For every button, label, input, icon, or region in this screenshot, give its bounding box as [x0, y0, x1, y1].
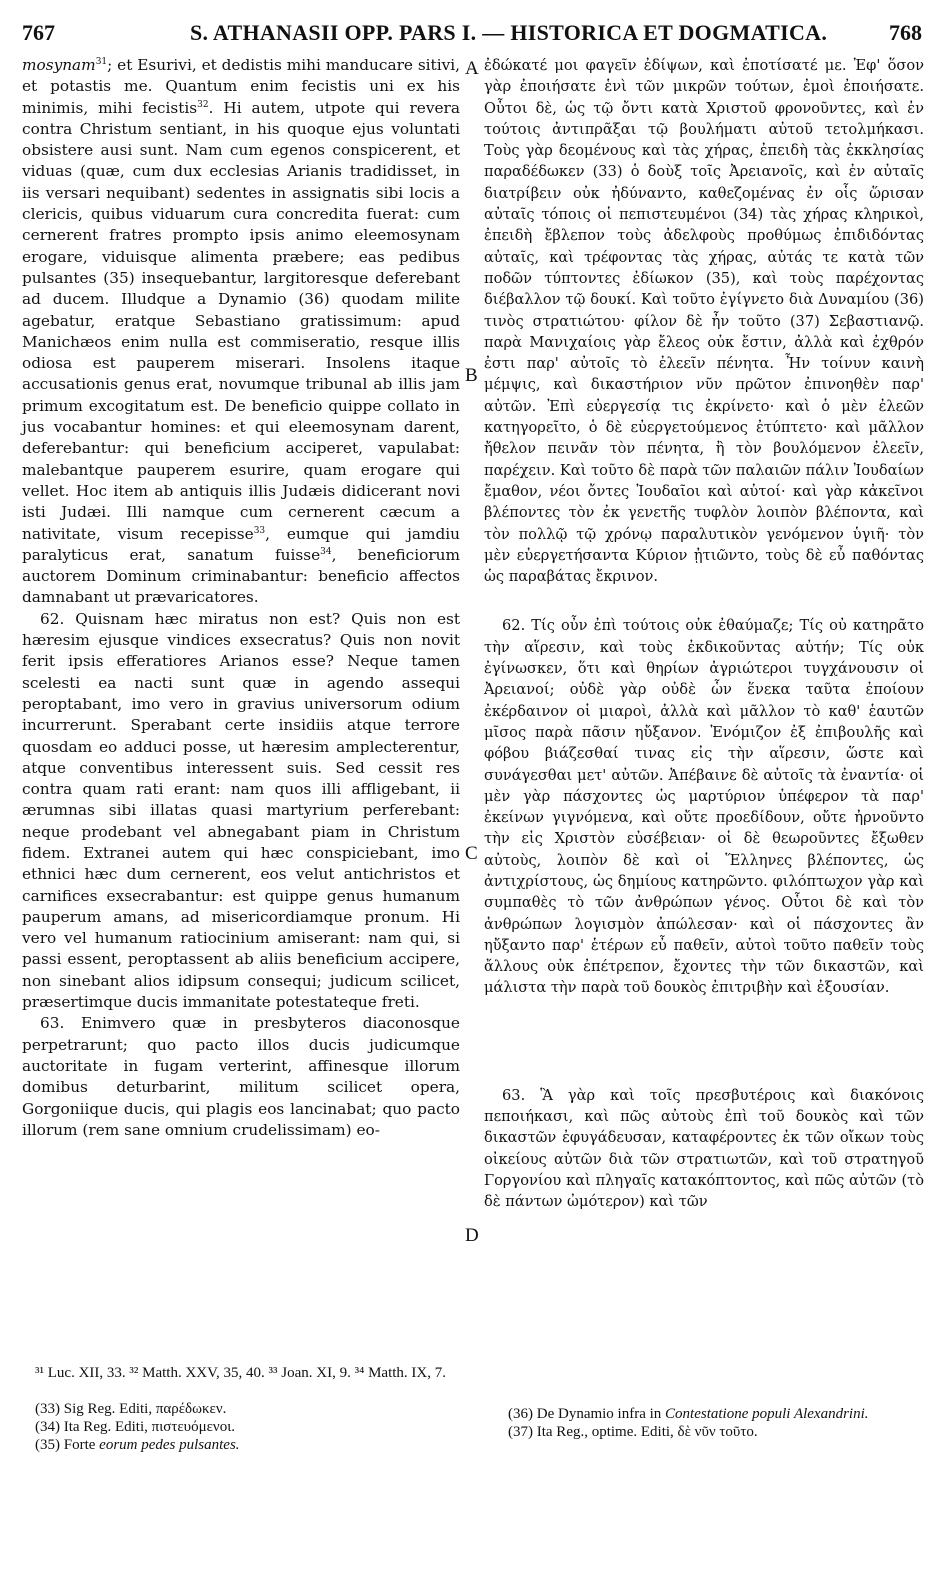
greek-column	[484, 55, 924, 1213]
footnotes-right	[508, 1405, 928, 1441]
latin-paragraph-63: 63. Enimvero quæ in presbyteros diaconosque perpetrarunt; quo pacto illos ducis judicumque auctoritate in fugam verterint, affinesque illorum domibus deturbarint, militum scilicet opera, Gorgoniique ducis, qui plagis eos lancinabat; quo pacto illorum (rem sane omnium crudelissimam) eo-	[22, 1014, 460, 1139]
footnote-36	[508, 1405, 928, 1423]
margin-letter-d: D	[465, 1225, 479, 1246]
greek-paragraph-61: ἐδώκατέ μοι φαγεῖν ἐδίψων, καὶ ἐποτίσατέ με. Ἐφ' ὅσον γὰρ ἐποιήσατε ἑνὶ τῶν μικρῶν τούτων, ἐμοὶ ἐποιήσατε. Οὗτοι δὲ, ὡς τῷ ὄντι κατὰ Χριστοῦ φρονοῦντες, καὶ ἐν τούτοις ἀντιπρᾶξαι τῷ βουλήματι αὐτοῦ τετολμήκασι. Τοὺς γὰρ δεομένους καὶ τὰς χήρας, ἐπειδὴ τὰς ἐκκλησίας παραδέδωκεν (33) ὁ δοὺξ τοῖς Ἀρειανοῖς, καὶ ἐν αὐταῖς διατρίβειν οὐκ ἠδύναντο, καθεζομένας ἐν οἷς ὥρισαν αὐταῖς τόποις οἱ πεπιστευμένοι (34) τὰς χήρας κληρικοὶ, ἐπειδὴ ἔβλεπον τοὺς ἀδελφοὺς προθύμως ἐπιδιδόντας αὐταῖς, καὶ τρέφοντας τὰς χήρας, αὐτάς τε κατὰ τῶν ποδῶν τύπτοντες ἐδίωκον (35), καὶ τοὺς παρέχοντας διέβαλλον τῷ δουκί. Καὶ τοῦτο ἐγίγνετο διὰ Δυναμίου (36) τινὸς στρατιώτου· φίλον δὲ ἦν τοῦτο (37) Σεβαστιανῷ. παρὰ Μανιχαίοις γὰρ ἔλεος οὐκ ἔστιν, ἀλλὰ καὶ ἐχθρόν ἐστι παρ' αὐτοῖς τὸ ἐλεεῖν πένητα. Ἦν τοίνυν καινὴ μέμψις, καὶ δικαστήριον νῦν πρῶτον ἐπινοηθὲν παρ' αὐτῶν. Ἐπὶ εὐεργεσίᾳ τις ἐκρίνετο· καὶ ὁ μὲν ἐλεῶν κατηγορεῖτο, ὁ δὲ εὐεργετούμενος ἐτύπτετο· καὶ μᾶλλον ἤθελον πεινᾶν τὸν πένητα, ἢ τὸν βουλόμενον ἐλεεῖν, παρέχειν. Καὶ τοῦτο δὲ παρὰ τῶν παλαιῶν πάλιν Ἰουδαίων ἔμαθον, νέοι ὄντες Ἰουδαῖοι καὶ αὐτοί· καὶ γὰρ κἀκεῖνοι βλέποντες τὸν ἐκ γενετῆς τυφλὸν λοιπὸν βλέποντα, καὶ τὸν πολλῷ τῷ χρόνῳ παραλυτικὸν γενόμενον ὑγιῆ· τὸν μὲν εὐεργετήσαντα Κύριον ᾐτιῶντο, τοὺς δὲ εὖ παθόντας ὡς παραβάτας ἔκρινον.	[484, 57, 924, 586]
footnote-37: (37) Ita Reg., optime. Editi, δὲ νῦν τοῦτο.	[508, 1424, 758, 1440]
footnote-34: (34) Ita Reg. Editi, πιστευόμενοι.	[35, 1419, 235, 1435]
latin-column	[22, 55, 460, 1141]
scripture-footnotes: ³¹ Luc. XII, 33. ³² Matth. XXV, 35, 40. ³³ Joan. XI, 9. ³⁴ Matth. IX, 7.	[35, 1365, 446, 1381]
page-number-left: 767	[22, 20, 55, 45]
latin-text: mosynam	[22, 56, 96, 74]
latin-text: . Hi autem, utpote qui revera contra Christum sentiant, in his quoque ejus voluntati obsistere ausi sunt. Nam cum egenos conspicerent, et viduas (quæ, cum dux ecclesias Arianis tradidisset, in iis versari nequibant) sedentes in assignatis sibi locis a clericis, quibus viduarum cura concredita fuerat: cum cernerent fratres prompto ipsis animo eleemosynam erogare, viduisque alimenta præbere; eas pedibus pulsantes (35) insequebantur, largitoresque deferebant ad ducem. Illudque a Dynamio (36) quodam milite agebatur, eratque Sebastiano gratissimum: apud Manichæos enim nulla est commiseratio, resque illis odiosa est pauperem miserari. Insolens itaque accusationis genus erat, novumque tribunal ab illis jam primum excogitatum est. De beneficio quippe collato in jus vocabantur homines: et qui eleemosynam darent, deferebantur: qui beneficium acciperet, vapulabat: malebantque pauperem esurire, quam erogare qui vellet. Hoc item ab antiquis illis Judæis didicerant novi isti Judæi. Illi namque cum cernerent cæcum a nativitate, visum recepisse	[22, 98, 460, 543]
margin-letter-a: A	[465, 58, 479, 79]
footnote-ref: 32	[197, 99, 209, 110]
greek-paragraph-63: 63. Ἃ γὰρ καὶ τοῖς πρεσβυτέροις καὶ διακόνοις πεποιήκασι, καὶ πῶς αὐτοὺς ἐπὶ τοῦ δουκὸς καὶ τῶν δικαστῶν ἐφυγάδευσαν, καταφέροντες ἐκ τῶν οἴκων τοὺς οἰκείους αὐτῶν διὰ τῶν στρατιωτῶν, καὶ τοῦ στρατηγοῦ Γοργονίου καὶ πληγαῖς κατακόπτοντος, καὶ πῶς αὐτῶν (τὸ δὲ πάντων ὠμότερον) καὶ τῶν	[484, 1086, 924, 1211]
running-title: S. ATHANASII OPP. PARS I. — HISTORICA ET DOGMATICA.	[190, 20, 828, 45]
latin-text: ; et Esurivi, et dedistis mihi manducare sitivi, et potastis me. Quantum enim fecistis uni ex his minimis, mihi fecistis	[22, 56, 460, 117]
footnote-35	[35, 1436, 455, 1454]
margin-letter-c: C	[465, 843, 478, 864]
footnote-ref: 33	[253, 525, 266, 536]
footnote-33: (33) Sig Reg. Editi, παρέδωκεν.	[35, 1401, 227, 1417]
footnote-text: (36) De Dynamio infra in	[508, 1406, 666, 1422]
greek-paragraph-62: 62. Τίς οὖν ἐπὶ τούτοις οὐκ ἐθαύμαζε; Τίς οὐ κατηρᾶτο τὴν αἵρεσιν, καὶ τοὺς ἐκδικοῦντας αὐτήν; Τίς οὐκ ἐγίνωσκεν, ὅτι καὶ θηρίων ἀγριώτεροι τυγχάνουσιν οἱ Ἀρειανοί; οὐδὲ γὰρ οὐδὲ ὧν ἕνεκα ταῦτα ἐποίουν ἐκέρδαινον οἱ μιαροὶ, ἀλλὰ καὶ μᾶλλον τὸ καθ' ἑαυτῶν μῖσος παρὰ πᾶσιν ηὔξανον. Ἐνόμιζον ἐξ ἐπιβουλῆς καὶ φόβου βιάζεσθαί τινας εἰς τὴν αἵρεσιν, ὥστε καὶ συνάγεσθαι μετ' αὐτῶν. Ἀπέβαινε δὲ αὐτοῖς τὰ ἐναντία· οἱ μὲν γὰρ πάσχοντες ὡς μαρτύριον ὑπέφερον τὰ παρ' ἐκείνων γιγνόμενα, καὶ οὔτε προεδίδουν, οὔτε ἠρνοῦντο τὴν εἰς Χριστὸν εὐσέβειαν· οἱ δὲ θεωροῦντες ἔξωθεν αὐτοὺς, λοιπὸν δὲ καὶ οἱ Ἕλληνες βλέποντες, ὡς ἀντιχρίστους, ὡς δημίους κατηρῶντο. φιλόπτωχον γὰρ καὶ συμπαθὲς τὸ τῶν ἀνθρώπων γένος. Οὗτοι δὲ καὶ τὸν ἀνθρώπων λογισμὸν ἀπώλεσαν· καὶ οἱ πάσχοντες ἂν ηὔξαντο παρ' ἑτέρων εὖ παθεῖν, αὐτοὶ τοῦτο παθεῖν τοὺς ἄλλους οὐκ ἐπέτρεπον, ἔχοντες τὴν τῶν δικαστῶν, καὶ μάλιστα τὴν παρὰ τοῦ δουκὸς ἐπιτριβὴν καὶ ἐξουσίαν.	[484, 617, 924, 997]
footnote-ref: 34	[320, 546, 332, 557]
footnote-text: (35) Forte	[35, 1437, 100, 1453]
page-number-right: 768	[889, 20, 922, 45]
latin-text: , beneficiorum auctorem Dominum criminabantur: beneficio affectos damnabant ut prævaricatores.	[22, 545, 461, 607]
footnote-italic: eorum pedes pulsantes.	[99, 1437, 240, 1453]
footnote-italic: Contestatione populi Alexandrini.	[665, 1406, 869, 1422]
footnotes-left	[35, 1400, 455, 1454]
latin-paragraph-61	[22, 55, 460, 609]
margin-letter-b: B	[465, 365, 478, 386]
footnote-ref: 31	[95, 56, 108, 67]
running-header	[22, 20, 922, 50]
latin-paragraph-62: 62. Quisnam hæc miratus non est? Quis non est hæresim ejusque vindices exsecratus? Quis non novit ferit ipsis efferatiores Arianos esse? Neque tamen scelesti ea nacti sunt quæ in agendo assequi peroptabant, imo vero in gravius universorum odium incurrerunt. Sperabant certe insidiis atque terrore quosdam eo adduci posse, ut hæresim amplecterentur, atque conventibus interessent suis. Sed cessit res contra quam rati erant: nam quos illi affligebant, ii ærumnas sibi illatas quasi martyrium perferebant: neque prodebant vel abnegabant piam in Christum fidem. Extranei autem qui hæc conspiciebant, imo ethnici hæc dum cernerent, eos velut antichristos et carnifices exsecrabantur: est quippe genus humanum pauperum amans, ad misericordiamque pronum. Hi vero vel humanum ratiocinium amiserant: nam qui, si passi essent, peroptassent ab aliis beneficium accipere, non sinebant alios idipsum consequi; judicum scilicet, præsertimque ducis immanitate potestateque freti.	[22, 609, 460, 1012]
latin-text: , eumque qui jamdiu paralyticus erat, sanatum fuisse	[22, 524, 461, 564]
